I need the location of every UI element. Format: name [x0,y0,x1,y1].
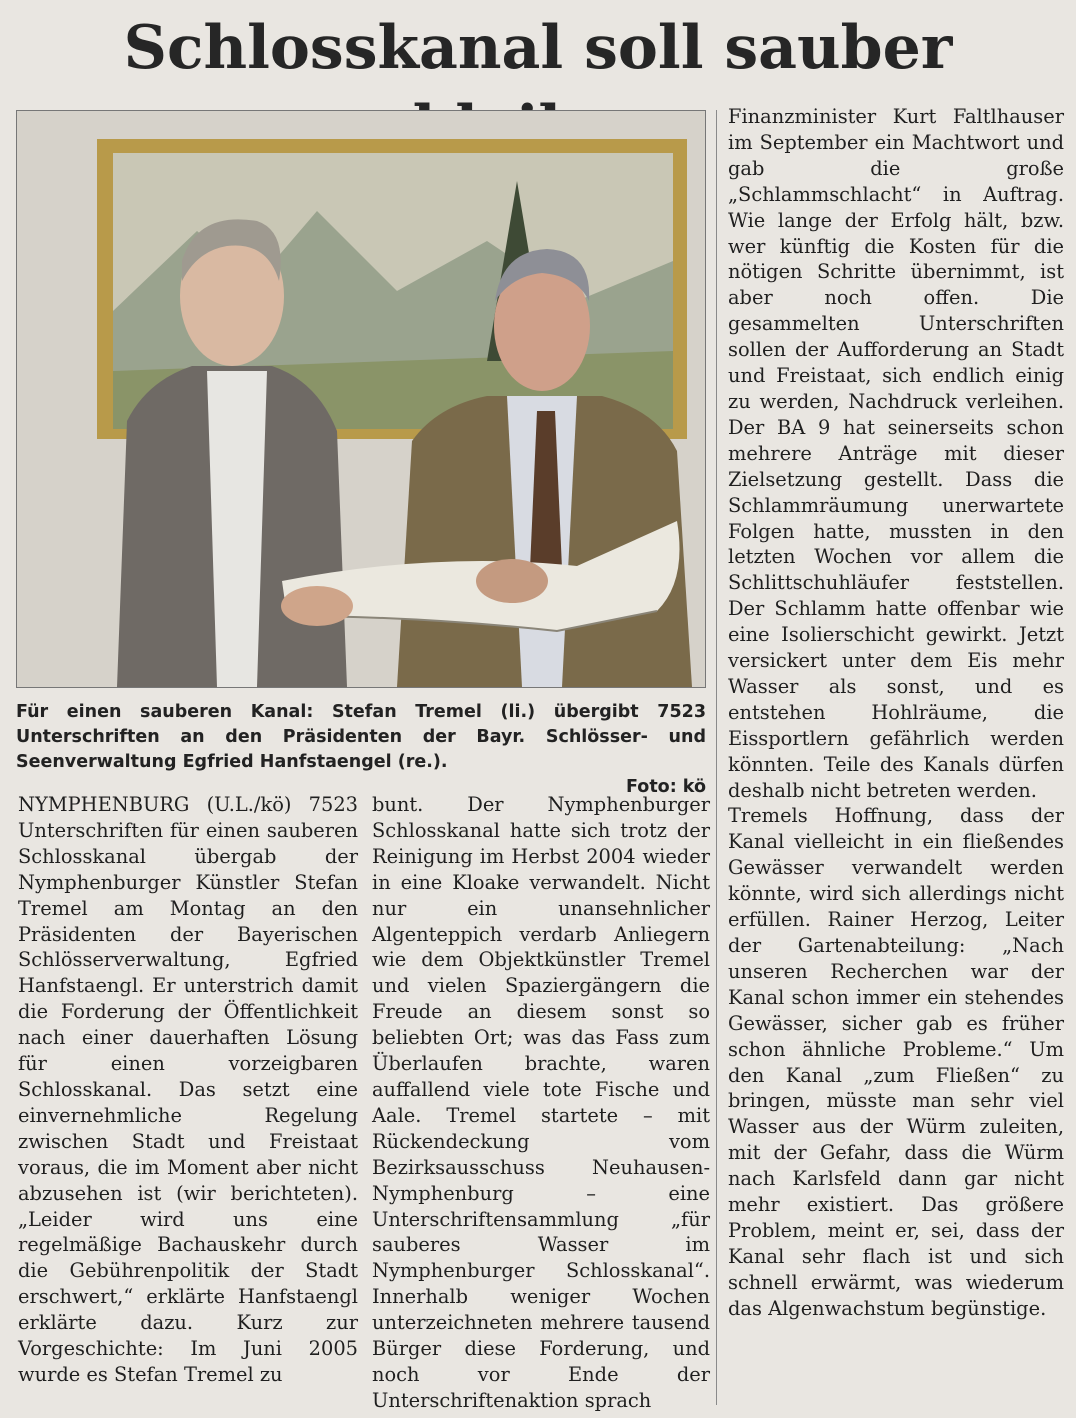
headline: Schlosskanal soll sauber [123,13,953,83]
column-1-text: NYMPHENBURG (U.L./kö) 7523 Unterschriften für einen sauberen Schlosskanal übergab der Nymphenburger Künstler Stefan Tremel am Montag an den Präsidenten der Bayerischen Schlösserverwaltung, Egfried Hanfstaengl. Er unterstrich damit die Forderung der Öffentlichkeit nach einer dauerhaften Lösung für einen vorzeigbaren Schlosskanal. Das setzt eine einvernehmliche Regelung zwischen Stadt und Freistaat voraus, die im Moment aber nicht abzusehen ist (wir berichteten). „Leider wird uns eine regelmäßige Bachauskehr durch die Gebührenpolitik der Stadt erschwert,“ erklärte Hanfstaengl erklärte dazu. Kurz zur Vorgeschichte: Im Juni 2005 wurde es Stefan Tremel zu [18,793,358,1386]
photo-credit: Foto: kö [626,777,706,797]
column-3-paragraph-1: Finanzminister Kurt Faltlhauser im September ein Machtwort und gab die große „Schlammschlacht“ in Auftrag. Wie lange der Erfolg hält, bzw. wer künftig die Kosten für die nötigen Schritte übernimmt, ist aber noch offen. Die gesammelten Unterschriften sollen der Aufforderung an Stadt und Freistaat, sich endlich einig zu werden, Nachdruck verleihen. Der BA 9 hat seinerseits schon mehrere Anträge mit dieser Zielsetzung gestellt. Dass die Schlammräumung unerwartete Folgen hatte, mussten in den letzten Wochen vor allem die Schlittschuhläufer feststellen. Der Schlamm hatte offenbar wie eine Isolierschicht gewirkt. Jetzt versickert unter dem Eis mehr Wasser als sonst, und es entstehen Hohlräume, die Eissportlern gefährlich werden könnten. Teile des Kanals dürfen deshalb nicht betreten werden. [728,105,1064,802]
article-column-2 [372,792,710,1414]
column-divider [716,110,717,1405]
article-column-3 [728,104,1064,1322]
caption-text: Für einen sauberen Kanal: Stefan Tremel (li.) übergibt 7523 Unterschriften an den Präsidenten der Bayr. Schlösser- und Seenverwaltung Egfried Hanfstaengel (re.). [16,702,706,772]
article-photo [16,110,706,688]
column-3-paragraph-2: Tremels Hoffnung, dass der Kanal vielleicht in ein fließendes Gewässer verwandelt werden könnte, wird sich allerdings nicht erfüllen. Rainer Herzog, Leiter der Gartenabteilung: „Nach unseren Recherchen war der Kanal schon immer ein stehendes Gewässer, sicher gab es früher schon ähnliche Probleme.“ Um den Kanal „zum Fließen“ zu bringen, müsste man sehr viel Wasser aus der Würm zuleiten, mit der Gefahr, dass die Würm nach Karlsfeld dann gar nicht mehr existiert. Das größere Problem, meint er, sei, dass der Kanal sehr flach ist und sich schnell erwärmt, was wiederum das Algenwachstum begünstige. [728,804,1064,1320]
article-column-1 [18,792,358,1388]
photo-illustration [17,111,705,687]
photo-caption [16,700,706,800]
column-2-text: bunt. Der Nymphenburger Schlosskanal hatte sich trotz der Reinigung im Herbst 2004 wieder in eine Kloake verwandelt. Nicht nur ein unansehnlicher Algenteppich verdarb Anliegern wie dem Objektkünstler Tremel und vielen Spaziergängern die Freude an diesem sonst so beliebten Ort; was das Fass zum Überlaufen brachte, waren auffallend viele tote Fische und Aale. Tremel startete – mit Rückendeckung vom Bezirksausschuss Neuhausen-Nymphenburg – eine Unterschriftensammlung „für sauberes Wasser im Nymphenburger Schlosskanal“. Innerhalb weniger Wochen unterzeichneten mehrere tausend Bürger diese Forderung, und noch vor Ende der Unterschriftenaktion sprach [372,793,710,1412]
